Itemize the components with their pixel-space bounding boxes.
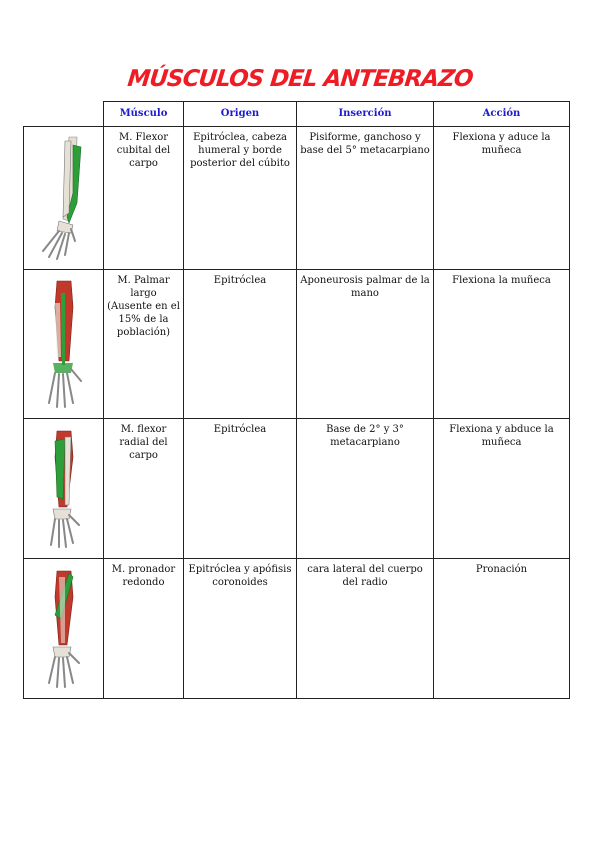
muscle-origin: Epitróclea y apófisis coronoides	[184, 559, 297, 699]
image-cell	[24, 559, 104, 699]
image-cell	[24, 270, 104, 419]
forearm-flexor-carpi-radialis-illustration	[29, 427, 99, 551]
muscle-name: M. Palmar largo (Ausente en el 15% de la población)	[104, 270, 184, 419]
forearm-flexor-carpi-ulnaris-illustration	[29, 133, 99, 263]
muscle-insertion: cara lateral del cuerpo del radio	[297, 559, 434, 699]
table-row	[24, 559, 570, 699]
muscle-insertion: Aponeurosis palmar de la mano	[297, 270, 434, 419]
muscle-action: Flexiona y aduce la muñeca	[434, 127, 570, 270]
muscle-origin: Epitróclea	[184, 419, 297, 559]
muscle-name: M. pronador redondo	[104, 559, 184, 699]
muscle-origin: Epitróclea, cabeza humeral y borde posterior del cúbito	[184, 127, 297, 270]
table-row	[24, 270, 570, 419]
header-insertion: Inserción	[297, 102, 434, 127]
image-cell	[24, 127, 104, 270]
muscle-action: Flexiona la muñeca	[434, 270, 570, 419]
muscle-action: Flexiona y abduce la muñeca	[434, 419, 570, 559]
muscle-name: M. Flexor cubital del carpo	[104, 127, 184, 270]
muscles-table	[23, 101, 570, 699]
header-row	[24, 102, 570, 127]
muscle-name: M. flexor radial del carpo	[104, 419, 184, 559]
muscle-insertion: Pisiforme, ganchoso y base del 5° metacarpiano	[297, 127, 434, 270]
image-cell	[24, 419, 104, 559]
muscle-origin: Epitróclea	[184, 270, 297, 419]
table-row	[24, 419, 570, 559]
header-muscle: Músculo	[104, 102, 184, 127]
table-row	[24, 127, 570, 270]
page-title: MÚSCULOS DEL ANTEBRAZO	[126, 66, 474, 92]
muscle-insertion: Base de 2° y 3° metacarpiano	[297, 419, 434, 559]
header-image-cell	[24, 102, 104, 127]
header-action: Acción	[434, 102, 570, 127]
forearm-pronator-teres-illustration	[29, 567, 99, 691]
muscle-action: Pronación	[434, 559, 570, 699]
forearm-palmaris-longus-illustration	[29, 277, 99, 411]
header-origin: Origen	[184, 102, 297, 127]
